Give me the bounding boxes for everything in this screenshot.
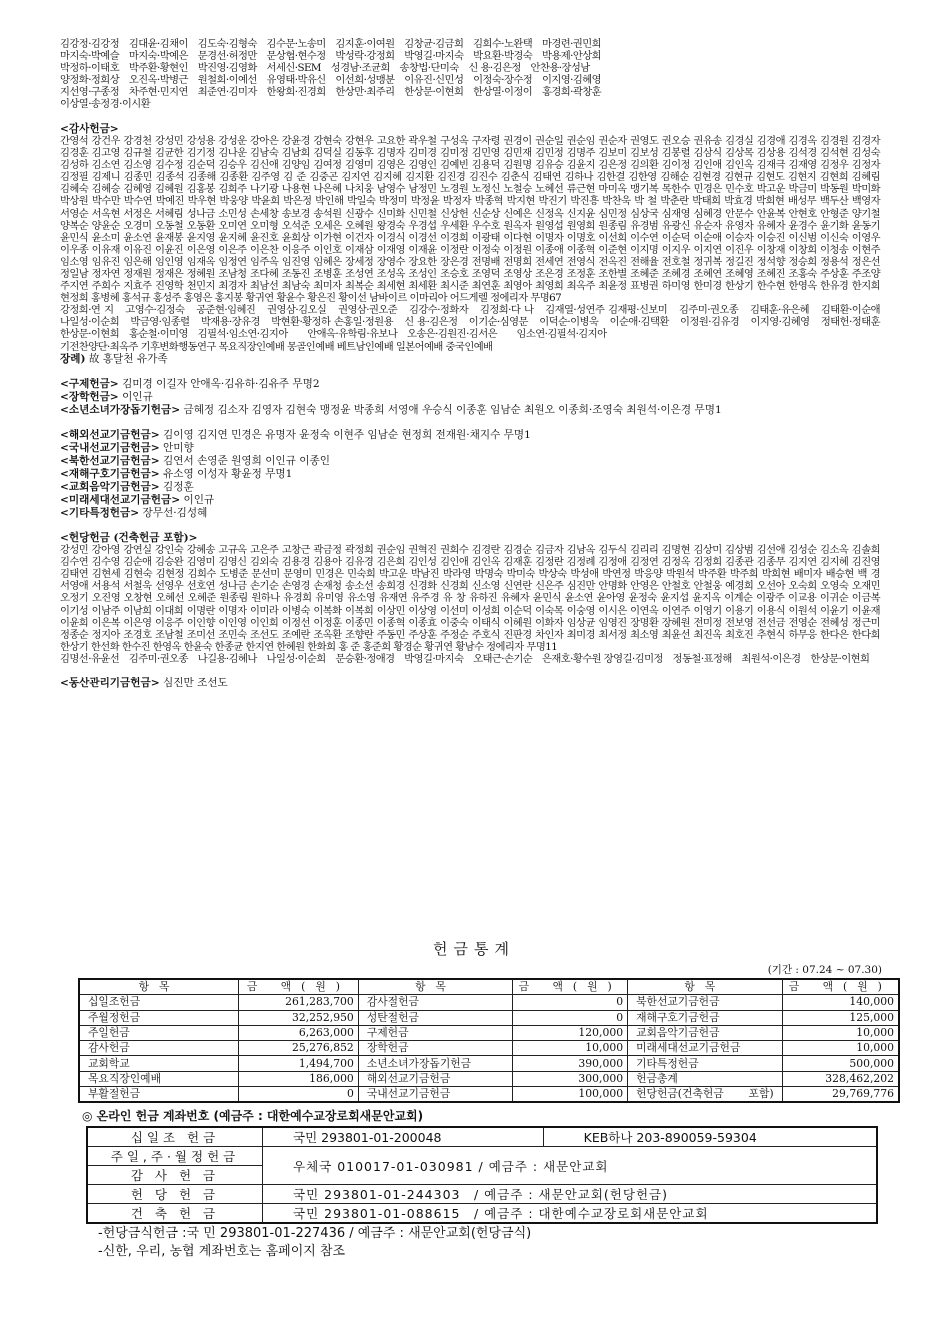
stats-amount: 10,000 bbox=[513, 1041, 628, 1056]
stats-item: 교회음악기금헌금 bbox=[628, 1025, 783, 1040]
dongsan-names: 심진만 조선도 bbox=[163, 677, 228, 689]
offering-label: <국내선교기금헌금> bbox=[60, 441, 160, 454]
heondang-section bbox=[60, 532, 880, 665]
stats-item: 감사헌금 bbox=[79, 1041, 238, 1056]
gamsa-header: <감사헌금> bbox=[60, 122, 119, 135]
stats-header-row bbox=[79, 979, 899, 995]
col-header: 금 액(원) bbox=[238, 979, 358, 995]
account-row bbox=[87, 1204, 877, 1224]
stats-amount: 29,769,776 bbox=[782, 1087, 899, 1103]
account-note: -신한, 우리, 농협 계좌번호는 홈페이지 참조 bbox=[98, 1244, 346, 1260]
offering-names: 유소영 이성자 황윤정 무명1 bbox=[163, 467, 293, 480]
stats-amount: 500,000 bbox=[782, 1056, 899, 1071]
offering-names: 장무선·김성혜 bbox=[142, 506, 208, 519]
offering-line bbox=[60, 481, 880, 494]
stats-item: 북한선교기금헌금 bbox=[628, 995, 783, 1010]
offering-line bbox=[60, 404, 880, 417]
col-header: 항목 bbox=[79, 979, 238, 995]
offering-label: <미래세대선교기금헌금> bbox=[60, 493, 181, 506]
stats-body bbox=[79, 995, 899, 1103]
stats-item: 장학헌금 bbox=[358, 1041, 513, 1056]
offering-label: <해외선교기금헌금> bbox=[60, 428, 160, 441]
stats-amount: 25,276,852 bbox=[238, 1041, 358, 1056]
offering-line bbox=[60, 455, 880, 468]
offering-line bbox=[60, 378, 880, 391]
offering-names: 안미향 bbox=[163, 441, 194, 454]
stats-item: 목요직장인예배 bbox=[79, 1071, 238, 1086]
heondang-name-list: 강성민 강아영 강연실 강인숙 강혜송 고규옥 고은주 고창근 곽금정 곽정희 권순임 권혁진 권희수 김경란 김경순 김금자 김남옥 김두식 김리리 김명현 김상미 김상범 김선애 김성순 김소옥 김솔희 김수연 김수영 김순애 김승완 김영미 김영신 김외숙 김용경 김용아 김유경 김은희 김인성 김인애 김인옥 김재훈 김정란 김정례 김정애 김정연 김정옥 김정희 김종관 김종무 김지연 김지혜 김진영 김태연 김현세 김현숙 김현정 김희수 도병준 문선미 문영미 민경은 민숙희 박고운 박남진 박라영 박명숙 박미숙 박상숙 박성애 박연정 박응양 박원석 박주환 박주희 박희현 배미자 배승현 백 경 서영애 서용석 서철욱 선영우 선호연 성나금 손기순 손영경 손재청 송소선 송희경 신경화 신경희 신소영 신연란 신은주 심진만 안명화 안영은 안철호 안철웅 예경희 오선아 오숙희 오영숙 오재민 오정기 오진영 오창현 오혜선 오혜준 원종림 원하나 유경희 유미영 유소영 유재연 유주경 유 창 유하진 유혜자 윤민식 윤소연 윤아영 윤정숙 윤지섭 윤지옥 이계순 이광주 이교용 이귀순 이금복 이기성 이남주 이남희 이대희 이명란 이명자 이미라 이병숙 이복화 이복희 이상민 이상영 이선미 이성희 이순덕 이숙목 이숭영 이시은 이연옥 이연주 이영기 이용기 이용식 이원석 이윤기 이윤재 이윤희 이은복 이은영 이응주 이인향 이인영 이인희 이정선 이정훈 이종민 이종혁 이종효 이중숙 이태식 이혜원 이화자 임상균 임영진 장명환 장혜원 전미정 전보영 전선금 전영순 전혜성 정근미 정종순 정지아 조경호 조남철 조미선 조민숙 조선도 조예란 조옥환 조향란 주동민 주상훈 주정순 주호식 진판경 차인자 최미경 최서정 최소영 최윤선 최진옥 최호진 추현식 하무응 한다은 한다희 한상기 한선화 한수진 한영옥 한윤숙 한종균 한지연 한혜원 한화희 홍 준 홍준희 황경순 황귀연 황남수 정에리자 무명11 bbox=[60, 544, 880, 653]
small-sections bbox=[60, 378, 880, 417]
memorial-label: 장례) bbox=[60, 352, 86, 365]
stats-amount: 10,000 bbox=[782, 1025, 899, 1040]
stats-item: 주월정헌금 bbox=[79, 1010, 238, 1025]
stats-amount: 186,000 bbox=[238, 1071, 358, 1086]
col-header: 금 액(원) bbox=[513, 979, 628, 995]
offering-line bbox=[60, 468, 880, 481]
memorial-line bbox=[60, 353, 880, 366]
stats-item: 헌금총계 bbox=[628, 1071, 783, 1086]
stats-table bbox=[78, 978, 900, 1103]
account-label: 십일조 헌금 bbox=[87, 1127, 263, 1147]
stats-item: 구제헌금 bbox=[358, 1025, 513, 1040]
account-number: 국민 293801-01-088615 / 예금주 : 대한예수교장로회새문안교회 bbox=[263, 1204, 878, 1224]
stats-row bbox=[79, 1041, 899, 1056]
account-number: 국민 293801-01-200048 bbox=[263, 1127, 544, 1147]
stats-item: 주일헌금 bbox=[79, 1025, 238, 1040]
stats-row bbox=[79, 995, 899, 1010]
offering-names: 이인규 bbox=[183, 493, 215, 506]
stats-amount: 0 bbox=[238, 1087, 358, 1103]
gamsa-pair-list: 강정희·연 지 고영수·김정숙 공준현·임혜진 권영삼·김오실 권영삼·권오준 김강수·정화자 김정희·다 나 김재열·성연주 김재평·신보미 김주미·권오종 김태훈·유은혜 김태환·이순애 나일성·이순희 박금영·임종렬 박재용·장유경 박현환·황정하 손홍일·정원용 신 용·김은정 이기순·심영문 이덕순·이병욱 이순애·김택환 이정원·김유경 이지영·김혜영 정태헌·정태훈 한상문·이현희 홍순철·이미영 김필석·임소연·김지아 안애옥·유학림·유보나 오송은·김원진·김서은 임소연·김필석·김지아 bbox=[60, 304, 890, 341]
stats-item: 부활절헌금 bbox=[79, 1087, 238, 1103]
stats-block bbox=[64, 928, 894, 1260]
offering-label: <북한선교기금헌금> bbox=[60, 454, 160, 467]
stats-item: 교회학교 bbox=[79, 1056, 238, 1071]
account-number: 국민 293801-01-244303 / 예금주 : 새문안교회(헌당헌금) bbox=[263, 1185, 878, 1204]
stats-item: 기타특정헌금 bbox=[628, 1056, 783, 1071]
offering-report bbox=[60, 38, 890, 690]
stats-period: (기간 : 07.24 ~ 07.30) bbox=[767, 964, 882, 976]
col-header: 항목 bbox=[628, 979, 783, 995]
col-header: 항목 bbox=[358, 979, 513, 995]
col-header: 금 액(원) bbox=[782, 979, 899, 995]
stats-title: 헌금통계 bbox=[433, 940, 515, 958]
stats-amount: 100,000 bbox=[513, 1087, 628, 1103]
offering-line bbox=[60, 429, 880, 442]
offering-line bbox=[60, 391, 880, 404]
stats-row bbox=[79, 1071, 899, 1086]
memorial-text: 故 홍달천 유가족 bbox=[88, 352, 168, 365]
intro-name-list: 김강정·김강정 김대윤·김채이 김도숙·김형숙 김수문·노송미 김지훈·이여원 김창균·김금희 김희수·노완택 마경련·권민희 마지숙·박예슬 마지숙·박예은 문경선·허정만 문상협·현수정 박성락·강정희 박영길·마지숙 박요환·박경숙 박용제·안상희 박정하·이태호 박주환·황현인 박진영·김영화 서세신·SEM 성경남·조균희 송창법·단미숙 신 용·김은정 안찬용·장성남 양정화·정희상 오진옥·박병근 원철희·이예선 유영태·박유신 이선희·성맹분 이유진·신민성 이정숙·장수정 이지영·김혜영 지선영·구종정 차주현·민지연 최준연·김미자 한왕희·진경희 한상만·최주리 한상문·이현희 한상열·이정이 홍경희·곽창훈 이상열·송정경·이시환 bbox=[60, 38, 602, 111]
stats-amount: 328,462,202 bbox=[782, 1071, 899, 1086]
offering-label: <재해구호기금헌금> bbox=[60, 467, 160, 480]
account-row bbox=[87, 1127, 877, 1147]
account-label: 주일,주·월정헌금 bbox=[87, 1147, 263, 1166]
offering-names: 김미경 이길자 안애옥·김유하·김유주 무명2 bbox=[122, 377, 320, 390]
stats-amount: 0 bbox=[513, 1010, 628, 1025]
account-number: KEB하나 203-890059-59304 bbox=[543, 1127, 877, 1147]
stats-amount: 120,000 bbox=[513, 1025, 628, 1040]
offering-label: <구제헌금> bbox=[60, 377, 119, 390]
stats-item: 소년소녀가장돕기헌금 bbox=[358, 1056, 513, 1071]
stats-row bbox=[79, 1056, 899, 1071]
stats-amount: 261,283,700 bbox=[238, 995, 358, 1010]
gamsa-name-list: 간영석 강건우 강경천 강성민 강성용 강성운 강아은 강윤경 강현숙 강현우 고요한 곽우철 구성옥 구자령 권경이 권순일 권순임 권순자 권영도 권오승 권유송 김경실 김경애 김경옥 김경원 김경자 김경훈 김고영 김규철 김균한 김기정 김나운 김남숙 김남희 김덕실 김동후 김명자 김미경 김미정 김민영 김민재 김민정 김명주 김보미 김보성 김봉렬 김삼식 김상목 김상용 김석경 김석현 김성숙 김성하 김소연 김소영 김수정 김순덕 김승우 김신애 김양임 김여정 김영미 김영은 김영인 김예빈 김용덕 김원명 김유승 김윤지 김은정 김의환 김이정 김인애 김인옥 김재극 김재영 김정우 김정자 김정필 김제니 김종민 김종석 김종해 김종환 김주영 김 준 김중곤 김지연 김지혜 김지환 김진경 김진수 김춘식 김태연 김하나 김한결 김한영 김해순 김현경 김현규 김현도 김현지 김현희 김혜림 김혜숙 김혜승 김혜영 김혜원 김홍봉 김희주 나기광 나용현 나은혜 나치웅 남영수 남정민 노경원 노정신 노철승 노혜선 류근현 마미옥 맹기복 목한수 민경은 민수호 박고운 박금미 박동원 박미화 박상원 박수만 박수연 박예진 박우현 박웅양 박윤희 박은정 박인해 박일숙 박정미 박정윤 박정자 박종혁 박지현 박진기 박진흥 박찬욱 박 철 박춘란 박태희 박효경 박희현 배성무 백두산 백영자 서영순 서옥현 서정은 서혜림 성나금 소민성 손세창 송보경 송석원 신광수 신미화 신민철 신상헌 신순상 신예은 신정옥 신지윤 심민정 심상국 심재영 심혜경 안문수 안윤복 안현호 안형준 양기철 양복순 양윤순 오경미 오동철 오동환 오미연 오미형 오석준 오세은 오혜원 왕경숙 우경섭 우세환 우수호 원옥자 원영섭 원영희 원종림 유경범 유광신 유순자 유영자 유혜자 윤경수 윤기화 윤동기 윤민식 윤소미 윤소연 윤재봉 윤지영 윤지혜 윤진호 윤희상 이가현 이건자 이경식 이경선 이경희 이광태 이다현 이명자 이명호 이선희 이수연 이순덕 이순애 이승자 이승진 이신범 이신숙 이영우 이우종 이유재 이유진 이윤진 이은영 이은주 이은찬 이응주 이인호 이재삼 이재영 이재윤 이정란 이정숙 이정원 이종애 이종혁 이준현 이지명 이지우 이지연 이진우 이창재 이창희 이청송 이현주 임소영 임유진 임은해 임인영 임재옥 임정연 임주옥 임진영 임혜은 장세정 장영수 장요한 장은경 전명배 전명희 전세연 전영식 전옥진 전해율 전호철 정귀복 정길진 정석향 정승희 정용석 정은선 정일남 정자연 정재원 정재은 정혜원 조남청 조다혜 조동진 조병훈 조성연 조성옥 조성인 조승호 조영덕 조영상 조은경 조정훈 조한별 조혜준 조혜경 조혜연 조혜영 조혜진 조홍숙 주상훈 주조양 주지연 주희수 지효주 진영학 천민지 최경자 최남선 최남숙 최미자 최복순 최세현 최세환 최시준 최연훈 최영아 최영희 최옥주 최윤정 표병권 하미영 한미경 한상기 한수현 한영옥 한유경 한지희 현정희 홍병혜 홍석규 홍성주 홍영은 홍지봉 황귀연 황윤수 황은진 황이선 남바이르 이마리아 어드게렐 정에리자 무명67 bbox=[60, 134, 880, 305]
stats-item: 해외선교기금헌금 bbox=[358, 1071, 513, 1086]
stats-row bbox=[79, 1025, 899, 1040]
dongsan-label: <동산관리기금헌금> bbox=[60, 677, 160, 689]
account-note: -헌당금식헌금 :국 민 293801-01-227436 / 예금주 : 새문안교회(헌당금식) bbox=[98, 1226, 532, 1242]
stats-amount: 0 bbox=[513, 995, 628, 1010]
offering-names: 김정훈 bbox=[163, 480, 194, 493]
account-row bbox=[87, 1185, 877, 1204]
stats-item: 재해구호기금헌금 bbox=[628, 1010, 783, 1025]
stats-item: 성탄절헌금 bbox=[358, 1010, 513, 1025]
stats-item: 감사절헌금 bbox=[358, 995, 513, 1010]
account-label: 건 축 헌 금 bbox=[87, 1204, 263, 1224]
gamsa-org-list: 기전찬양단·최옥주 기후변화행동연구 목요직장인예배 몽골인예배 베트남인예배 일본어예배 중국인예배 bbox=[60, 340, 493, 353]
offering-line bbox=[60, 442, 880, 455]
online-title: ◎ 온라인 헌금 계좌번호 (예금주 : 대한예수교장로회새문안교회) bbox=[82, 1109, 424, 1124]
account-label: 헌 당 헌 금 bbox=[87, 1185, 263, 1204]
offering-label: <교회음악기금헌금> bbox=[60, 480, 160, 493]
stats-amount: 6,263,000 bbox=[238, 1025, 358, 1040]
stats-amount: 1,494,700 bbox=[238, 1056, 358, 1071]
stats-row bbox=[79, 1087, 899, 1103]
heondang-pair-list: 김명선·유윤선 김주미·권오종 나길용·김혜나 나일성·이순희 문승환·정애경 박영길·마지숙 오태근·손기순 은재호·황수원 장영길·김미정 정동철·표정해 최원석·이은경 한상문·이현희 bbox=[60, 652, 870, 665]
dongsan-line bbox=[60, 677, 880, 690]
offering-line bbox=[60, 494, 880, 507]
stats-amount: 10,000 bbox=[782, 1041, 899, 1056]
stats-item: 헌당헌금(건축헌금 포함) bbox=[628, 1087, 783, 1103]
account-table bbox=[86, 1126, 878, 1224]
stats-amount: 300,000 bbox=[513, 1071, 628, 1086]
offering-names: 이인규 bbox=[122, 390, 153, 403]
gamsa-section bbox=[60, 122, 890, 366]
offering-line bbox=[60, 507, 880, 520]
offering-names: 김연서 손영준 원영희 이인규 이종인 bbox=[163, 454, 330, 467]
stats-item: 미래세대선교기금헌금 bbox=[628, 1041, 783, 1056]
offering-label: <장학헌금> bbox=[60, 390, 119, 403]
offering-label: <기타특정헌금> bbox=[60, 506, 140, 519]
offering-names: 금혜정 김소자 김영자 김현숙 맹정윤 박종희 서영애 우승식 이종훈 임남순 최원오 이종희·조영숙 최원석·이은경 무명1 bbox=[183, 403, 722, 416]
account-label: 감 사 헌 금 bbox=[87, 1166, 263, 1185]
account-row bbox=[87, 1147, 877, 1166]
offering-label: <소년소녀가장돕기헌금> bbox=[60, 403, 181, 416]
stats-row bbox=[79, 1010, 899, 1025]
account-number: 우체국 010017-01-030981 / 예금주 : 새문안교회 bbox=[263, 1147, 878, 1185]
stats-amount: 32,252,950 bbox=[238, 1010, 358, 1025]
heondang-header: <헌당헌금 (건축헌금 포함)> bbox=[60, 531, 198, 544]
mission-sections bbox=[60, 429, 880, 520]
offering-names: 김이영 김지연 민경은 유명자 윤정숙 이현주 임남순 현정희 전재원·채지수 무명1 bbox=[163, 428, 531, 441]
stats-amount: 390,000 bbox=[513, 1056, 628, 1071]
stats-item: 십일조헌금 bbox=[79, 995, 238, 1010]
stats-amount: 140,000 bbox=[782, 995, 899, 1010]
stats-item: 국내선교기금헌금 bbox=[358, 1087, 513, 1103]
stats-amount: 125,000 bbox=[782, 1010, 899, 1025]
